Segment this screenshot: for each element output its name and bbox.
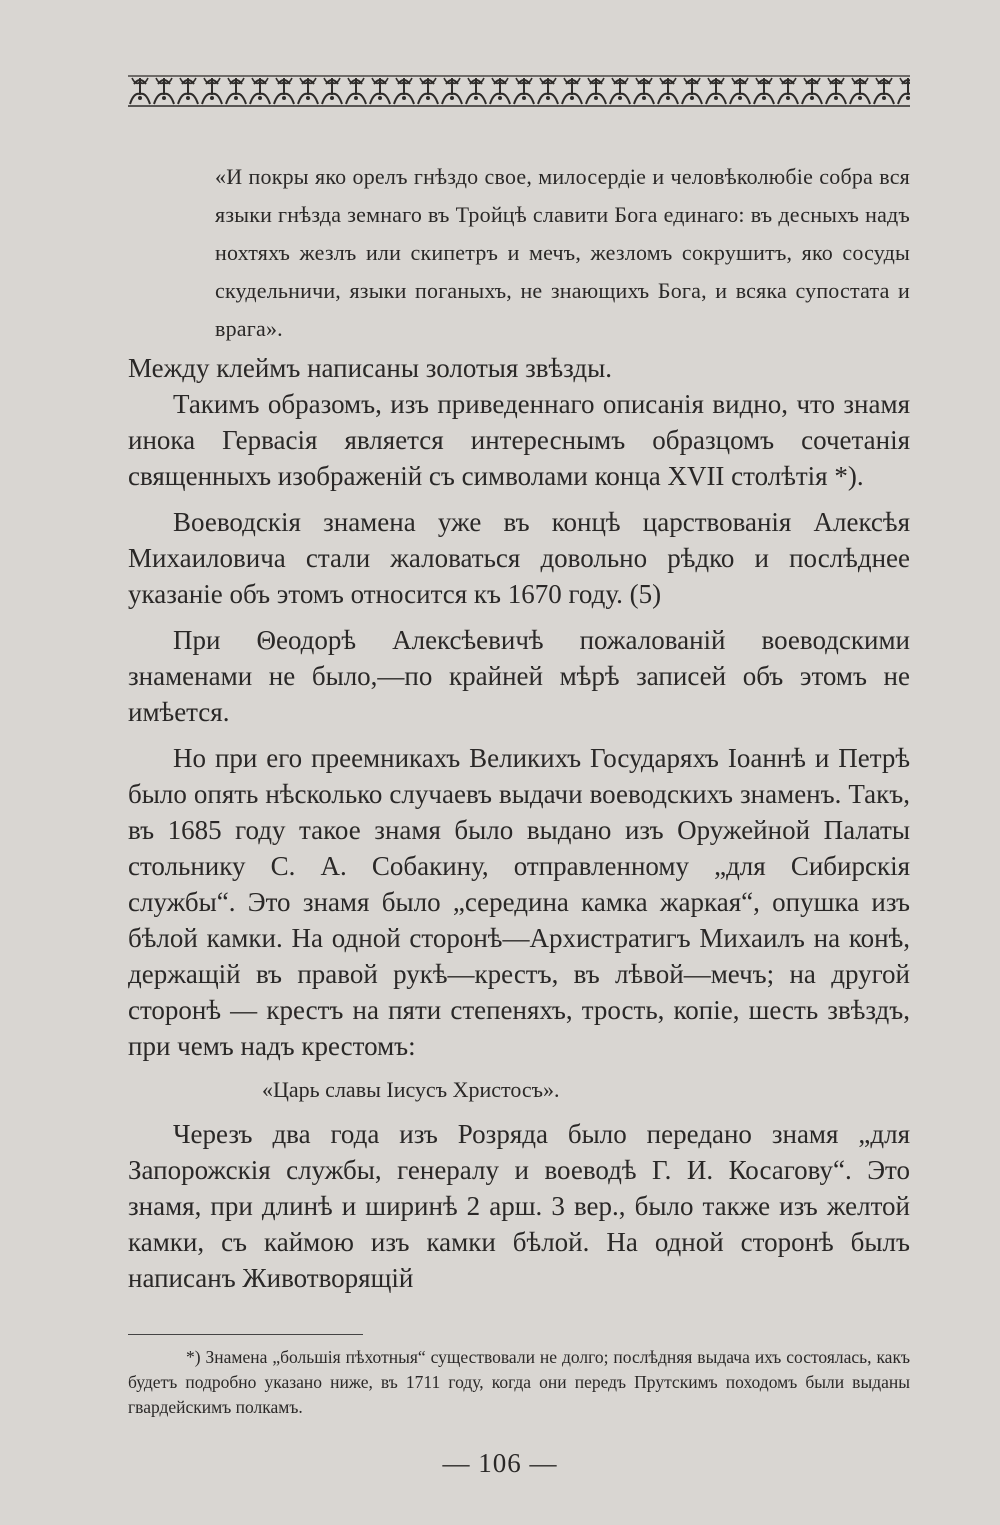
paragraph: Воеводскія знамена уже въ концѣ царствованія Алексѣя Михаиловича стали жаловаться довольно рѣдко и послѣднее указаніе объ этомъ относится къ 1670 году. (5): [128, 507, 910, 609]
page-number: — 106 —: [442, 1448, 558, 1478]
footnote-divider: [128, 1334, 363, 1335]
paragraph: Но при его преемникахъ Великихъ Государяхъ Іоаннѣ и Петрѣ было опять нѣсколько случаевъ выдачи воеводскихъ знаменъ. Такъ, въ 1685 году такое знамя было выдано изъ Оружейной Палаты стольнику С. А. Собакину, отправленному „для Сибирскія службы“. Это знамя было „середина камка жаркая“, опушка изъ бѣлой камки. На одной сторонѣ—Архистратигъ Михаилъ на конѣ, держащій въ правой рукѣ—крестъ, въ лѣвой—мечъ; на другой сторонѣ — крестъ на пяти степеняхъ, трость, копіе, шесть звѣздъ, при чемъ надъ крестомъ:: [128, 743, 910, 1061]
footnote: *) Знамена „большія пѣхотныя“ существовали не долго; послѣдняя выдача ихъ состоялась, какъ будетъ подробно указано ниже, въ 1711 году, когда они передъ Прутскимъ походомъ были выданы гвардейскимъ полкамъ.: [128, 1347, 910, 1417]
main-text: [128, 350, 910, 1296]
paragraph: Черезъ два года изъ Розряда было передано знамя „для Запорожскія службы, генералу и воеводѣ Г. И. Косагову“. Это знамя, при длинѣ и ширинѣ 2 арш. 3 вер., было также изъ желтой камки, съ каймою изъ камки бѣлой. На одной сторонѣ былъ написанъ Животворящій: [128, 1119, 910, 1293]
ornamental-header-band: [128, 74, 910, 108]
paragraph: Между клеймъ написаны золотыя звѣзды.: [128, 353, 612, 383]
quote-block: «И покры яко орелъ гнѣздо свое, милосердіе и человѣколюбіе собра вся языки гнѣзда земнаго въ Тройцѣ славити Бога единаго: въ десныхъ надъ нохтяхъ жезлъ или скипетръ и мечъ, жезломъ сокрушитъ, яко сосуды скудельничи, языки поганыхъ, не знающихъ Бога, и всяка супостата и врага».: [215, 164, 910, 341]
paragraph: При Θеодорѣ Алексѣевичѣ пожалованій воеводскими знаменами не было,—по крайней мѣрѣ записей объ этомъ не имѣется.: [128, 625, 910, 727]
paragraph: Такимъ образомъ, изъ приведеннаго описанія видно, что знамя инока Гервасія является интереснымъ образцомъ сочетанія священныхъ изображеній съ символами конца XVII столѣтія *).: [128, 389, 910, 491]
inscription-quote: «Царь славы Іисусъ Христосъ».: [262, 1077, 560, 1102]
